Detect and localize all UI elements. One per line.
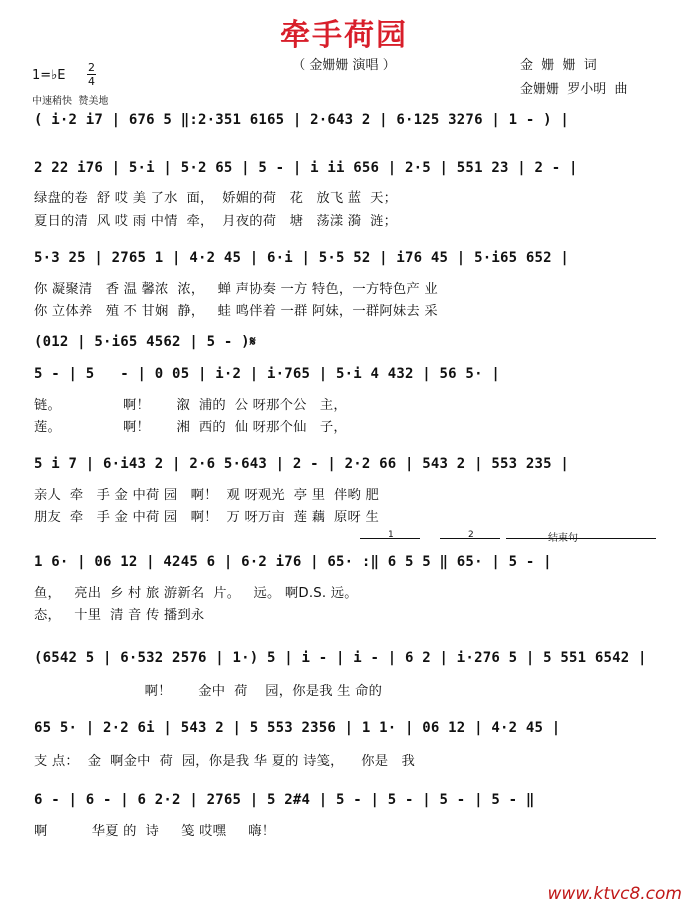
lyric-line: 亲人 牵 手 金 中荷 园 啊！ 观 呀观光 亭 里 伴哟 肥 [34,488,379,503]
notation-line: 2 22 i76 | 5·i | 5·2 65 | 5 - | i ii 656 | 2·5 | 551 23 | 2 - | [34,160,578,176]
song-title: 牵手荷园 [280,18,408,53]
lyric-line: 态， 十里 清 音 传 播到永 [34,608,205,623]
notation-line: ( i·2 i7 | 676 5 ‖:2·351 6165 | 2·643 2 | 6·125 3276 | 1 - ) | [34,112,569,128]
key-signature: 1=♭E [32,68,66,83]
notation-line: (012 | 5·i65 4562 | 5 - )𝄋 [34,334,256,350]
composer-credit: 金姗姗 罗小明 曲 [520,82,628,97]
tempo-marking: 中速稍快 赞美地 [32,96,109,107]
volta-second-label: 2 [468,530,474,540]
lyricist-credit: 金 姗 姗 词 [520,58,597,73]
notation-line: 65 5· | 2·2 6i | 543 2 | 5 553 2356 | 1 1· | 06 12 | 4·2 45 | [34,720,561,736]
notation-line: 5 i 7 | 6·i43 2 | 2·6 5·643 | 2 - | 2·2 66 | 543 2 | 553 235 | [34,456,569,472]
performer-note: （ 金姗姗 演唱 ） [292,58,396,73]
ending-label: 结束句 [548,533,578,544]
lyric-line: 支 点： 金 啊金中 荷 园，你是我 华 夏的 诗笺， 你是 我 [34,754,416,769]
volta-first-label: 1 [388,530,394,540]
notation-line: 1 6· | 06 12 | 4245 6 | 6·2 i76 | 65· :‖ 6 5 5 ‖ 65· | 5 - | [34,554,552,570]
ending-bracket [506,538,656,539]
lyric-line: 啊 华夏 的 诗 笺 哎嘿 嗨！ [34,824,276,839]
notation-line: 6 - | 6 - | 6 2·2 | 2765 | 5 2#4 | 5 - | 5 - | 5 - | 5 - ‖ [34,792,535,808]
lyric-line: 夏日的清 风 哎 雨 中情 牵， 月夜的荷 塘 荡漾 漪 涟； [34,214,398,229]
lyric-line: 绿盘的卷 舒 哎 美 了水 面， 娇媚的荷 花 放飞 蓝 天； [34,191,398,206]
lyric-line: 鱼， 亮出 乡 村 旅 游新名 片。 远。 啊D.S. 远。 [34,586,358,601]
time-signature-top: 2 [88,61,95,74]
lyric-line: 你 凝聚清 香 温 馨浓 浓， 蝉 声协奏 一方 特色，一方特色产 业 [34,282,438,297]
lyric-line: 莲。 啊！ 湘 西的 仙 呀那个仙 子， [34,420,347,435]
lyric-line: 啊！ 金中 荷 园，你是我 生 命的 [34,684,383,699]
lyric-line: 链。 啊！ 溆 浦的 公 呀那个公 主， [34,398,347,413]
site-watermark: www.ktvc8.com [547,884,682,904]
notation-line: 5·3 25 | 2765 1 | 4·2 45 | 6·i | 5·5 52 | i76 45 | 5·i65 652 | [34,250,569,266]
lyric-line: 你 立体养 殖 不 甘娴 静， 蛙 鸣伴着 一群 阿妹，一群阿妹去 采 [34,304,438,319]
notation-line: (6542 5 | 6·532 2576 | 1·) 5 | i - | i - | 6 2 | i·276 5 | 5 551 6542 | [34,650,647,666]
notation-line: 5 - | 5 - | 0 05 | i·2 | i·765 | 5·i 4 432 | 56 5· | [34,366,500,382]
lyric-line: 朋友 牵 手 金 中荷 园 啊！ 万 呀万亩 莲 藕 原呀 生 [34,510,379,525]
time-signature-bottom: 4 [88,75,95,88]
